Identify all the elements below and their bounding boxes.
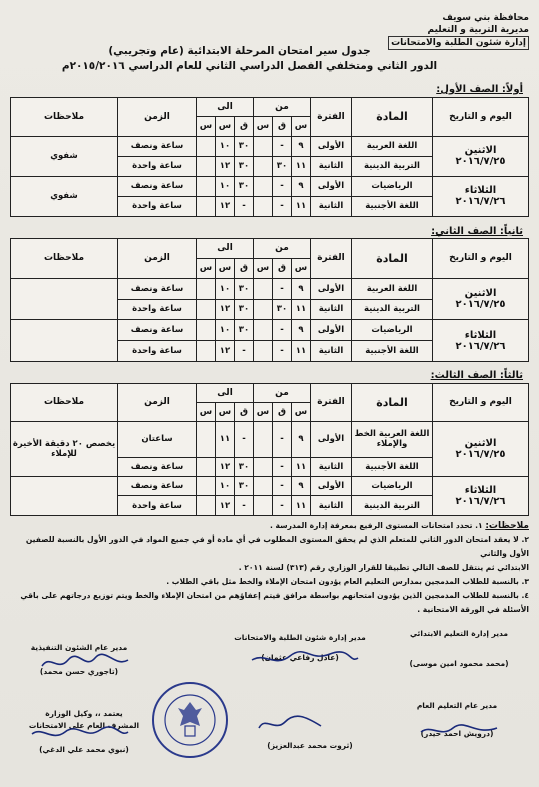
signature-scribble-icon: [40, 652, 130, 674]
to-s2-cell: [197, 320, 216, 341]
period-cell: الثانية: [311, 341, 352, 362]
col-s: س: [292, 402, 311, 421]
from-s-cell: ٩: [292, 278, 311, 299]
section-label: أولاً: الصف الأول:: [436, 84, 523, 95]
day-date: ٢٠١٦/٧/٢٦: [455, 340, 506, 352]
col-from: من: [254, 239, 311, 259]
note-item: ٣. بالنسبة للطلاب المدمجين بمدارس التعليم العام يؤدون امتحان الإملاء والخط مثل باقي الطلاب .: [166, 577, 529, 586]
from-s2-cell: [254, 421, 273, 457]
signature-exec-director: مدير عام الشئون التنفيذية (تاجوري حسن محمد): [30, 643, 128, 676]
signature-middle: (ثروت محمد عبدالعزيز): [267, 741, 353, 750]
from-s2-cell: [254, 476, 273, 496]
col-s: س: [254, 402, 273, 421]
governorate: محافظة بني سويف: [442, 13, 529, 23]
period-cell: الثانية: [311, 457, 352, 476]
from-s2-cell: [254, 341, 273, 362]
col-s: س: [197, 117, 216, 136]
col-period: الفترة: [311, 239, 352, 279]
signature-scribble-icon: [419, 720, 499, 740]
from-s2-cell: [254, 176, 273, 196]
to-s2-cell: [197, 156, 216, 176]
signature-scribble-icon: [250, 648, 360, 670]
from-s-cell: ١١: [292, 196, 311, 216]
duration-cell: ساعة واحدة: [118, 299, 197, 320]
day-name: الاثنين: [464, 145, 497, 157]
from-q-cell: -: [273, 421, 292, 457]
to-s2-cell: [197, 278, 216, 299]
day-date: ٢٠١٦/٧/٢٦: [455, 495, 506, 507]
to-s-cell: ١٠: [216, 176, 235, 196]
from-q-cell: -: [273, 176, 292, 196]
duration-cell: ساعة ونصف: [118, 176, 197, 196]
col-to: الى: [197, 98, 254, 117]
table-header-row: [11, 98, 529, 117]
col-s: س: [197, 402, 216, 421]
to-s2-cell: [197, 341, 216, 362]
to-s-cell: ١٠: [216, 476, 235, 496]
from-s-cell: ١١: [292, 341, 311, 362]
from-s-cell: ٩: [292, 176, 311, 196]
period-cell: الثانية: [311, 299, 352, 320]
signature-scribble-icon: [30, 724, 130, 744]
from-q-cell: -: [273, 341, 292, 362]
signature-students-director: مدير إدارة شئون الطلبة والامتحانات (عادل رفاعي عثمان): [234, 633, 366, 662]
period-cell: الأولى: [311, 476, 352, 496]
official-stamp: [150, 680, 230, 760]
to-s2-cell: [197, 496, 216, 516]
subject-cell: اللغة الأجنبية: [352, 457, 433, 476]
from-s2-cell: [254, 496, 273, 516]
subject-cell: اللغة العربية الخط والإملاء: [352, 421, 433, 457]
notes-cell: يخصص ٢٠ دقيقة الأخيرة للإملاء: [11, 421, 118, 476]
col-q: ق: [273, 258, 292, 278]
notes-cell: [11, 476, 118, 515]
from-q-cell: -: [273, 320, 292, 341]
col-duration: الزمن: [118, 98, 197, 137]
to-q-cell: ٣٠: [235, 156, 254, 176]
from-s2-cell: [254, 156, 273, 176]
from-s-cell: ١١: [292, 299, 311, 320]
subject-cell: اللغة العربية: [352, 278, 433, 299]
to-q-cell: -: [235, 341, 254, 362]
col-s: س: [216, 402, 235, 421]
period-cell: الأولى: [311, 320, 352, 341]
col-day: اليوم و التاريخ: [433, 98, 529, 137]
from-s-cell: ٩: [292, 476, 311, 496]
day-name: الثلاثاء: [464, 185, 497, 197]
period-cell: الأولى: [311, 176, 352, 196]
day-date: ٢٠١٦/٧/٢٦: [455, 196, 506, 208]
to-q-cell: ٣٠: [235, 176, 254, 196]
to-s2-cell: [197, 176, 216, 196]
col-subject: المادة: [352, 98, 433, 137]
day-cell: [433, 421, 529, 476]
document-subtitle: الدور الثاني ومتخلفي الفصل الدراسي الثاني للعام الدراسي ٢٠١٥/٢٠١٦م: [61, 60, 438, 72]
day-cell: [433, 278, 529, 320]
note-item: ٢. لا يعقد امتحان الدور الثاني للمتعلم الذي لم يحقق المستوى المطلوب في أي مادة أو في جميع المواد في الدور الأول بالنسبة للصفين الأول والثاني: [25, 535, 529, 558]
from-q-cell: ٣٠: [273, 299, 292, 320]
col-s: س: [254, 258, 273, 278]
col-notes: ملاحظات: [11, 384, 118, 422]
col-subject: المادة: [352, 384, 433, 422]
notes-block: [14, 519, 529, 617]
duration-cell: ساعة ونصف: [118, 136, 197, 156]
table-row: [11, 421, 529, 457]
section-label: ثانياً: الصف الثاني:: [431, 226, 523, 237]
from-s-cell: ١١: [292, 496, 311, 516]
col-q: ق: [235, 258, 254, 278]
period-cell: الثانية: [311, 496, 352, 516]
table-row: [11, 176, 529, 196]
signature-undersecretary: يعتمد ،، وكيل الوزارة المشرف العام على الامتحانات (نبوي محمد علي الدغي): [28, 709, 140, 754]
from-s2-cell: [254, 136, 273, 156]
period-cell: الأولى: [311, 421, 352, 457]
to-s2-cell: [197, 476, 216, 496]
col-to: الى: [197, 384, 254, 403]
col-s: س: [292, 258, 311, 278]
to-q-cell: ٣٠: [235, 320, 254, 341]
table-row: [11, 278, 529, 299]
day-cell: [433, 320, 529, 362]
to-q-cell: -: [235, 421, 254, 457]
duration-cell: ساعة ونصف: [118, 476, 197, 496]
to-s-cell: ١١: [216, 421, 235, 457]
from-q-cell: -: [273, 136, 292, 156]
col-period: الفترة: [311, 98, 352, 137]
subject-cell: التربية الدينية: [352, 496, 433, 516]
col-s: س: [197, 258, 216, 278]
col-s: س: [254, 117, 273, 136]
period-cell: الثانية: [311, 156, 352, 176]
day-date: ٢٠١٦/٧/٢٥: [455, 448, 506, 460]
to-s2-cell: [197, 299, 216, 320]
col-s: س: [216, 258, 235, 278]
day-date: ٢٠١٦/٧/٢٥: [455, 299, 506, 311]
to-s-cell: ١٠: [216, 320, 235, 341]
subject-cell: الرياضيات: [352, 320, 433, 341]
col-period: الفترة: [311, 384, 352, 422]
col-q: ق: [273, 117, 292, 136]
day-date: ٢٠١٦/٧/٢٥: [455, 156, 506, 168]
department: إدارة شئون الطلبة والامتحانات: [388, 36, 529, 50]
from-q-cell: -: [273, 457, 292, 476]
to-s2-cell: [197, 457, 216, 476]
period-cell: الثانية: [311, 196, 352, 216]
from-s2-cell: [254, 299, 273, 320]
col-s: س: [292, 117, 311, 136]
to-q-cell: -: [235, 496, 254, 516]
document-title: جدول سير امتحان المرحلة الابتدائية (عام وتجريبي): [108, 45, 371, 57]
to-s2-cell: [197, 421, 216, 457]
signature-primary-director: مدير إدارة التعليم الابتدائي (محمد محمود امين موسى): [409, 629, 509, 668]
day-cell: [433, 136, 529, 176]
col-q: ق: [235, 402, 254, 421]
period-cell: الأولى: [311, 278, 352, 299]
from-q-cell: -: [273, 278, 292, 299]
from-s2-cell: [254, 278, 273, 299]
subject-cell: اللغة الأجنبية: [352, 196, 433, 216]
from-s-cell: ١١: [292, 457, 311, 476]
table-header-row: [11, 384, 529, 403]
signature-general-director: مدير عام التعليم العام (درويش احمد حيدر): [416, 701, 498, 738]
subject-cell: الرياضيات: [352, 476, 433, 496]
to-s-cell: ١٠: [216, 278, 235, 299]
day-cell: [433, 476, 529, 515]
col-subject: المادة: [352, 239, 433, 279]
to-q-cell: ٣٠: [235, 476, 254, 496]
duration-cell: ساعة واحدة: [118, 196, 197, 216]
table-header-row: [11, 239, 529, 259]
col-day: اليوم و التاريخ: [433, 384, 529, 422]
col-notes: ملاحظات: [11, 98, 118, 137]
subject-cell: اللغة العربية: [352, 136, 433, 156]
day-name: الثلاثاء: [464, 329, 497, 341]
from-s2-cell: [254, 196, 273, 216]
duration-cell: ساعة واحدة: [118, 156, 197, 176]
schedule-table: [10, 383, 529, 516]
col-s: س: [216, 117, 235, 136]
from-q-cell: -: [273, 196, 292, 216]
to-q-cell: ٣٠: [235, 136, 254, 156]
from-s2-cell: [254, 457, 273, 476]
note-item: ٤. بالنسبة للطلاب المدمجين الذين يؤدون امتحانهم بواسطة مرافق فيتم إعفاؤهم من امتحان الإملاء والخط ويتم توزيع درجاتهم على باقي: [20, 591, 529, 600]
col-notes: ملاحظات: [11, 239, 118, 279]
duration-cell: ساعة ونصف: [118, 457, 197, 476]
schedule-table: [10, 97, 529, 217]
to-s2-cell: [197, 196, 216, 216]
notes-cell: شفوي: [11, 136, 118, 176]
schedule-table: [10, 238, 529, 362]
notes-cell: شفوي: [11, 176, 118, 216]
to-q-cell: ٣٠: [235, 299, 254, 320]
duration-cell: ساعة واحدة: [118, 496, 197, 516]
from-s-cell: ١١: [292, 156, 311, 176]
col-q: ق: [273, 402, 292, 421]
col-duration: الزمن: [118, 239, 197, 279]
day-name: الاثنين: [464, 437, 497, 449]
from-s-cell: ٩: [292, 320, 311, 341]
notes-label: ملاحظات:: [485, 521, 529, 531]
to-s-cell: ١٢: [216, 299, 235, 320]
signature-scribble-icon: [255, 712, 325, 736]
duration-cell: ساعة ونصف: [118, 320, 197, 341]
to-q-cell: ٣٠: [235, 278, 254, 299]
from-q-cell: -: [273, 476, 292, 496]
directorate: مديرية التربية و التعليم: [427, 25, 529, 35]
to-s2-cell: [197, 136, 216, 156]
col-from: من: [254, 98, 311, 117]
subject-cell: التربية الدينية: [352, 299, 433, 320]
col-q: ق: [235, 117, 254, 136]
duration-cell: ساعة واحدة: [118, 341, 197, 362]
col-duration: الزمن: [118, 384, 197, 422]
notes-cell: [11, 320, 118, 362]
note-item: ١. تحدد امتحانات المستوى الرفيع بمعرفة إدارة المدرسة .: [270, 521, 483, 530]
subject-cell: اللغة الأجنبية: [352, 341, 433, 362]
to-s-cell: ١٢: [216, 341, 235, 362]
to-s-cell: ١٢: [216, 457, 235, 476]
duration-cell: ساعتان: [118, 421, 197, 457]
note-item: الأسئلة في الورقة الامتحانية .: [417, 605, 529, 614]
col-to: الى: [197, 239, 254, 259]
col-from: من: [254, 384, 311, 403]
day-name: الثلاثاء: [464, 484, 497, 496]
day-cell: [433, 176, 529, 216]
from-s-cell: ٩: [292, 136, 311, 156]
from-q-cell: ٣٠: [273, 156, 292, 176]
period-cell: الأولى: [311, 136, 352, 156]
to-s-cell: ١٠: [216, 136, 235, 156]
section-label: ثالثاً: الصف الثالث:: [430, 370, 523, 381]
note-item: الابتدائي ثم ينتقل للصف التالي تطبيقا للقرار الوزاري رقم (٣١٣) لسنة ٢٠١١ .: [238, 563, 529, 572]
notes-cell: [11, 278, 118, 320]
subject-cell: الرياضيات: [352, 176, 433, 196]
col-day: اليوم و التاريخ: [433, 239, 529, 279]
to-s-cell: ١٢: [216, 496, 235, 516]
duration-cell: ساعة ونصف: [118, 278, 197, 299]
from-q-cell: -: [273, 496, 292, 516]
table-row: [11, 136, 529, 156]
day-name: الاثنين: [464, 288, 497, 300]
to-s-cell: ١٢: [216, 196, 235, 216]
from-s2-cell: [254, 320, 273, 341]
to-s-cell: ١٢: [216, 156, 235, 176]
table-row: [11, 320, 529, 341]
to-q-cell: ٣٠: [235, 457, 254, 476]
table-row: [11, 476, 529, 496]
to-q-cell: -: [235, 196, 254, 216]
from-s-cell: ٩: [292, 421, 311, 457]
subject-cell: التربية الدينية: [352, 156, 433, 176]
